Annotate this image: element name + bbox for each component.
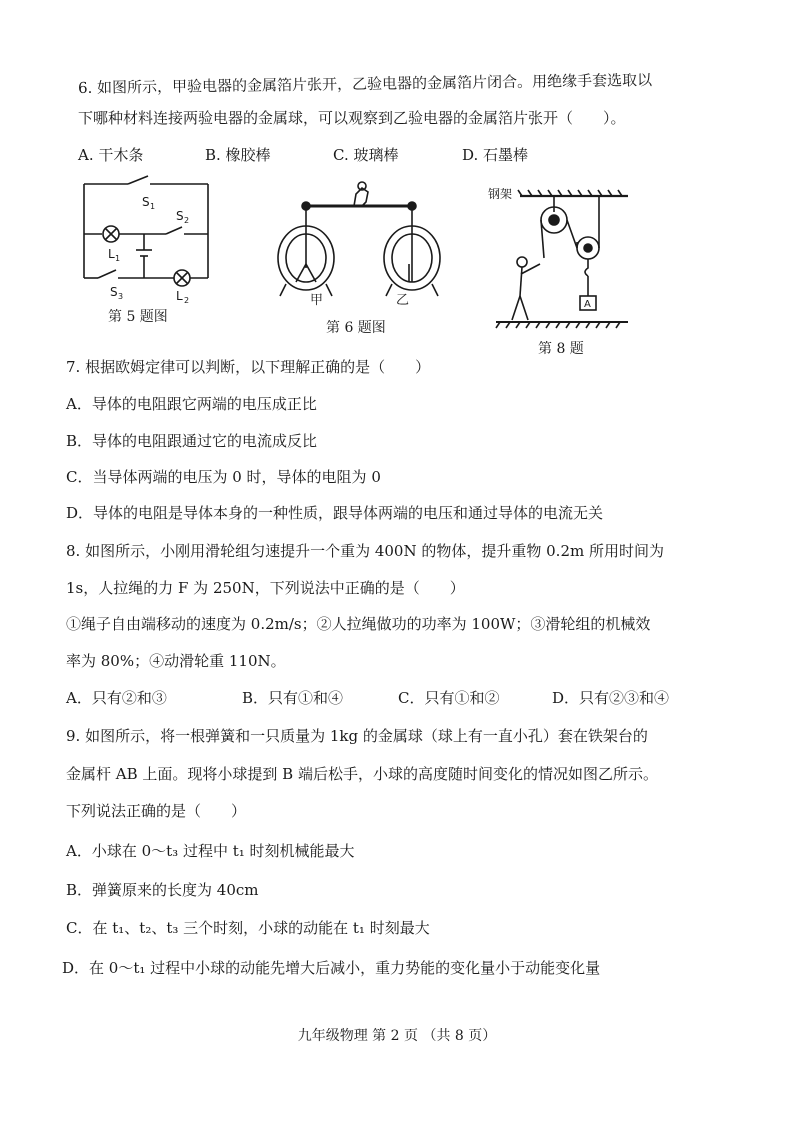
q6-option-b: B. 橡胶棒 (205, 146, 271, 164)
fig6-caption: 第 6 题图 (326, 320, 386, 336)
q7-option-c: C．当导体两端的电压为 0 时，导体的电阻为 0 (66, 468, 381, 486)
q9-option-a: A．小球在 0～t₃ 过程中 t₁ 时刻机械能最大 (66, 842, 355, 860)
label-s3: S (110, 285, 118, 299)
q7-option-b: B．导体的电阻跟通过它的电流成反比 (66, 432, 318, 450)
q8-line-4: 率为 80%；④动滑轮重 110N。 (66, 652, 286, 670)
q8-line-1: 8. 如图所示，小刚用滑轮组匀速提升一个重为 400N 的物体，提升重物 0.2m 所用时间为 (66, 542, 664, 560)
electroscope-diagram (272, 172, 454, 312)
q9-option-c: C．在 t₁、t₂、t₃ 三个时刻，小球的动能在 t₁ 时刻最大 (66, 919, 430, 937)
q7-option-a: A．导体的电阻跟它两端的电压成正比 (66, 395, 317, 413)
label-s2: S (176, 209, 184, 223)
q8-line-2: 1s，人拉绳的力 F 为 250N，下列说法中正确的是（ ） (66, 579, 465, 597)
label-yi: 乙 (396, 293, 410, 308)
label-s3-sub: 3 (118, 292, 124, 301)
q8-option-a: A．只有②和③ (66, 689, 167, 707)
label-l2-sub: 2 (184, 296, 190, 304)
q6-option-d: D. 石墨棒 (462, 146, 529, 164)
label-s1: S (142, 195, 150, 209)
q7-option-d: D．导体的电阻是导体本身的一种性质，跟导体两端的电压和通过导体的电流无关 (66, 504, 604, 522)
label-l2: L (176, 289, 183, 303)
label-s1-sub: 1 (150, 202, 156, 211)
q8-option-d: D．只有②③和④ (552, 689, 670, 707)
page-footer: 九年级物理 第 2 页 （共 8 页） (297, 1028, 497, 1044)
q8-option-c: C．只有①和② (398, 689, 500, 707)
pulley-diagram (488, 182, 638, 332)
label-jia: 甲 (310, 293, 324, 308)
q6-option-c: C. 玻璃棒 (333, 146, 399, 164)
label-l1: L (108, 247, 115, 261)
fig5-caption: 第 5 题图 (108, 309, 168, 325)
q7-stem: 7. 根据欧姆定律可以判断，以下理解正确的是（ ） (66, 358, 431, 376)
label-s2-sub: 2 (184, 216, 190, 225)
q9-line-1: 9. 如图所示，将一根弹簧和一只质量为 1kg 的金属球（球上有一直小孔）套在铁架台的 (66, 727, 648, 745)
q9-line-3: 下列说法正确的是（ ） (66, 802, 247, 820)
q9-option-d: D．在 0～t₁ 过程中小球的动能先增大后减小，重力势能的变化量小于动能变化量 (62, 959, 601, 977)
q9-option-b: B．弹簧原来的长度为 40cm (66, 881, 259, 899)
q6-line-2: 下哪种材料连接两验电器的金属球，可以观察到乙验电器的金属箔片张开（ ）。 (78, 109, 626, 127)
fig8-caption: 第 8 题 (538, 341, 584, 357)
circuit-diagram (76, 172, 226, 304)
q8-option-b: B．只有①和④ (242, 689, 344, 707)
q8-line-3: ①绳子自由端移动的速度为 0.2m/s；②人拉绳做功的功率为 100W；③滑轮组的机械效 (66, 615, 651, 633)
q6-line-1: 6. 如图所示，甲验电器的金属箔片张开，乙验电器的金属箔片闭合。用绝缘手套选取以 (77, 70, 653, 97)
label-l1-sub: 1 (115, 254, 121, 263)
label-weight-a: A (584, 299, 591, 310)
label-steel-frame: 钢架 (488, 187, 513, 201)
q6-option-a: A. 干木条 (78, 146, 144, 164)
q9-line-2: 金属杆 AB 上面。现将小球提到 B 端后松手，小球的高度随时间变化的情况如图乙所示。 (66, 765, 658, 783)
